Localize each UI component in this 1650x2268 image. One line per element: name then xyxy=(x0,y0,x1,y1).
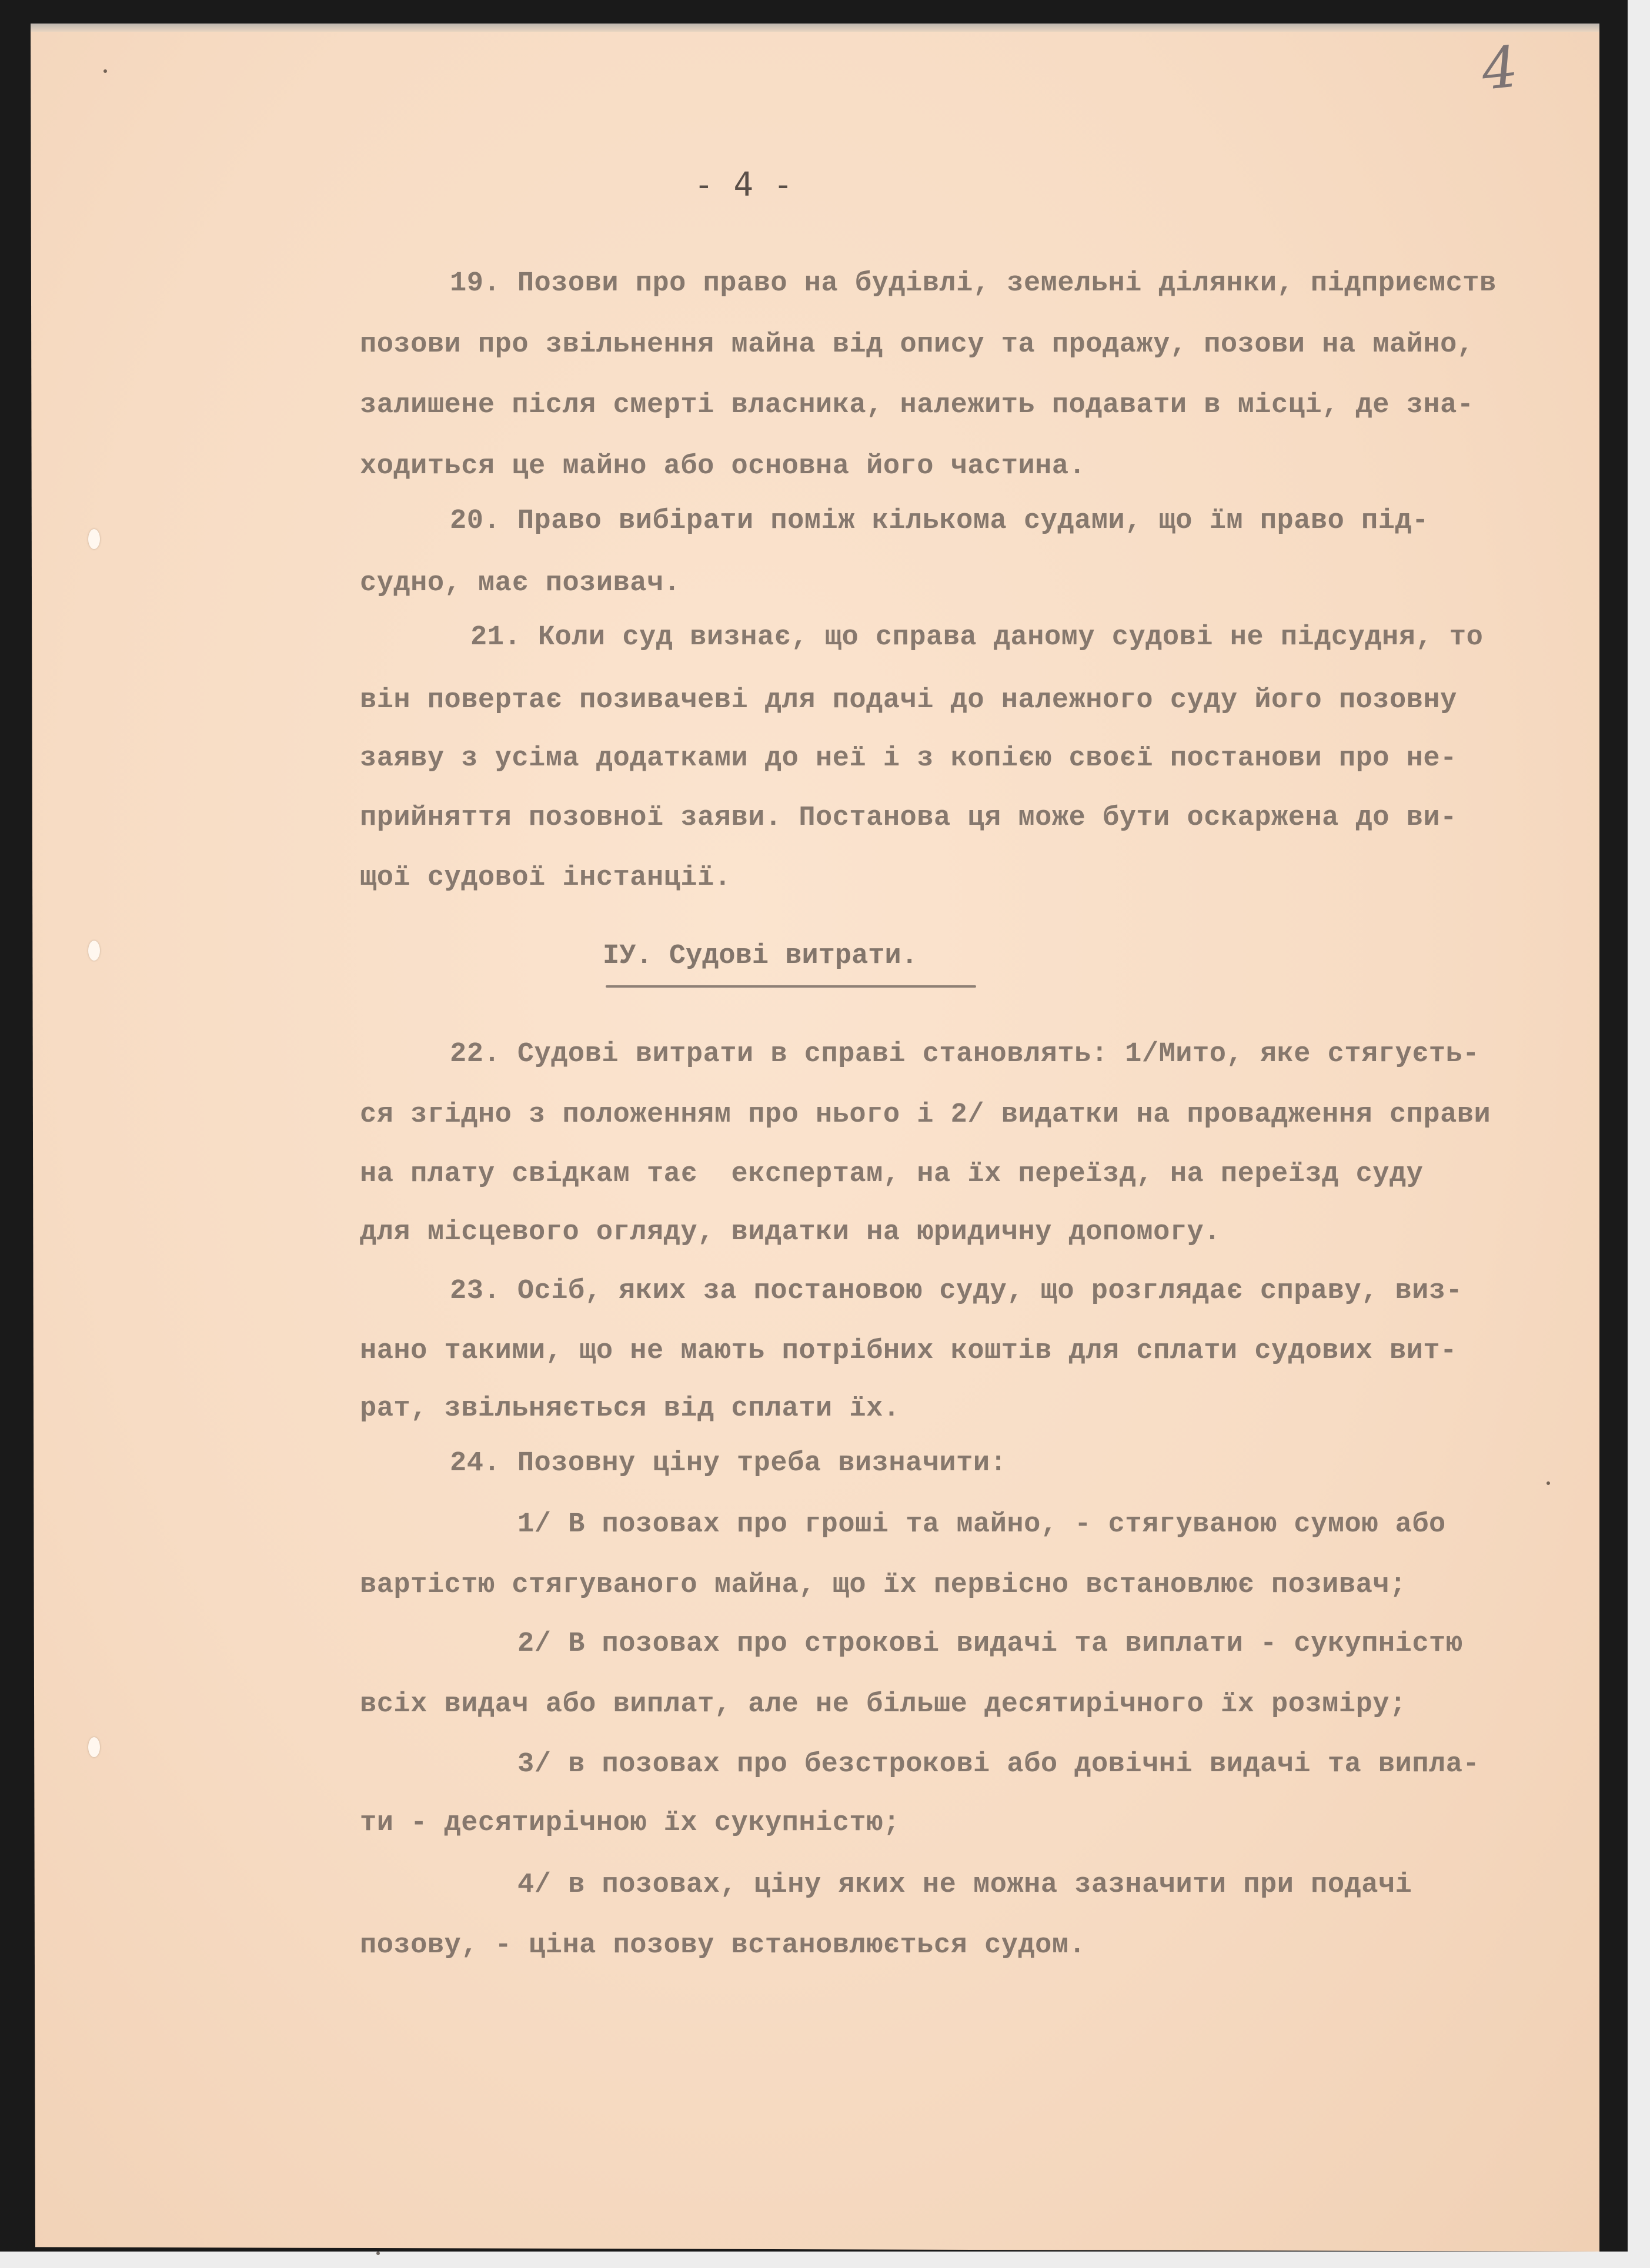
text-line: судно, має позивач. xyxy=(360,568,681,599)
text-line: ти - десятирічною їх сукупністю; xyxy=(360,1808,900,1839)
text-line: на плату свідкам тає експертам, на їх переїзд, на переїзд суду xyxy=(360,1159,1424,1190)
section-heading: ІУ. Судові витрати. xyxy=(603,941,918,972)
text-line: нано такими, що не мають потрібних коштів для сплати судових вит- xyxy=(360,1336,1457,1367)
text-line: 2/ В позовах про строкові видачі та виплати - сукупністю xyxy=(517,1628,1463,1660)
text-line: 3/ в позовах про безстрокові або довічні видачі та випла- xyxy=(517,1749,1480,1780)
text-line: заяву з усіма додатками до неї і з копією своєї постанови про не- xyxy=(360,743,1457,774)
text-line: 4/ в позовах, ціну яких не можна зазначити при подачі xyxy=(517,1869,1412,1901)
text-line: 20. Право вибірати поміж кількома судами, що їм право під- xyxy=(450,506,1429,537)
scanner-margin-bottom xyxy=(0,2252,1650,2268)
text-line: прийняття позовної заяви. Постанова ця може бути оскаржена до ви- xyxy=(360,802,1457,834)
text-line: 24. Позовну ціну треба визначити: xyxy=(450,1448,1007,1479)
text-line: рат, звільняється від сплати їх. xyxy=(360,1393,900,1424)
text-line: 19. Позови про право на будівлі, земельні ділянки, підприємств xyxy=(450,268,1497,299)
punch-hole xyxy=(88,941,100,961)
page-number: - 4 - xyxy=(694,166,793,204)
text-line: вартістю стягуваного майна, що їх первісно встановлює позивач; xyxy=(360,1570,1407,1601)
text-line: для місцевого огляду, видатки на юридичну допомогу. xyxy=(360,1217,1221,1248)
text-line: ходиться це майно або основна його частина. xyxy=(360,451,1086,482)
text-line: позову, - ціна позову встановлюється судом. xyxy=(360,1930,1086,1961)
paper-speck xyxy=(376,2252,380,2255)
paper-speck xyxy=(1547,1481,1550,1485)
text-line: 21. Коли суд визнає, що справа даному судові не підсудня, то xyxy=(470,622,1484,653)
text-line: 22. Судові витрати в справі становлять: 1/Мито, яке стягуєть- xyxy=(450,1039,1479,1070)
paper-top-edge xyxy=(31,24,1599,32)
heading-underline xyxy=(606,985,976,988)
scanner-margin-right xyxy=(1628,0,1650,2268)
handwritten-folio-number: 4 xyxy=(1478,34,1522,103)
text-line: всіх видач або виплат, але не більше десятирічного їх розміру; xyxy=(360,1689,1407,1720)
punch-hole xyxy=(88,529,100,549)
paper-speck xyxy=(103,69,107,73)
text-line: залишене після смерті власника, належить подавати в місці, де зна- xyxy=(360,390,1474,421)
text-line: 1/ В позовах про гроші та майно, - стягуваною сумою або xyxy=(517,1509,1446,1540)
text-line: щої судової інстанції. xyxy=(360,862,732,894)
text-line: 23. Осіб, яких за постановою суду, що розглядає справу, виз- xyxy=(450,1276,1463,1307)
text-line: ся згідно з положенням про нього і 2/ видатки на провадження справи xyxy=(360,1099,1491,1130)
text-line: він повертає позивачеві для подачі до належного суду його позовну xyxy=(360,685,1457,716)
text-line: позови про звільнення майна від опису та продажу, позови на майно, xyxy=(360,329,1474,360)
punch-hole xyxy=(88,1737,100,1757)
